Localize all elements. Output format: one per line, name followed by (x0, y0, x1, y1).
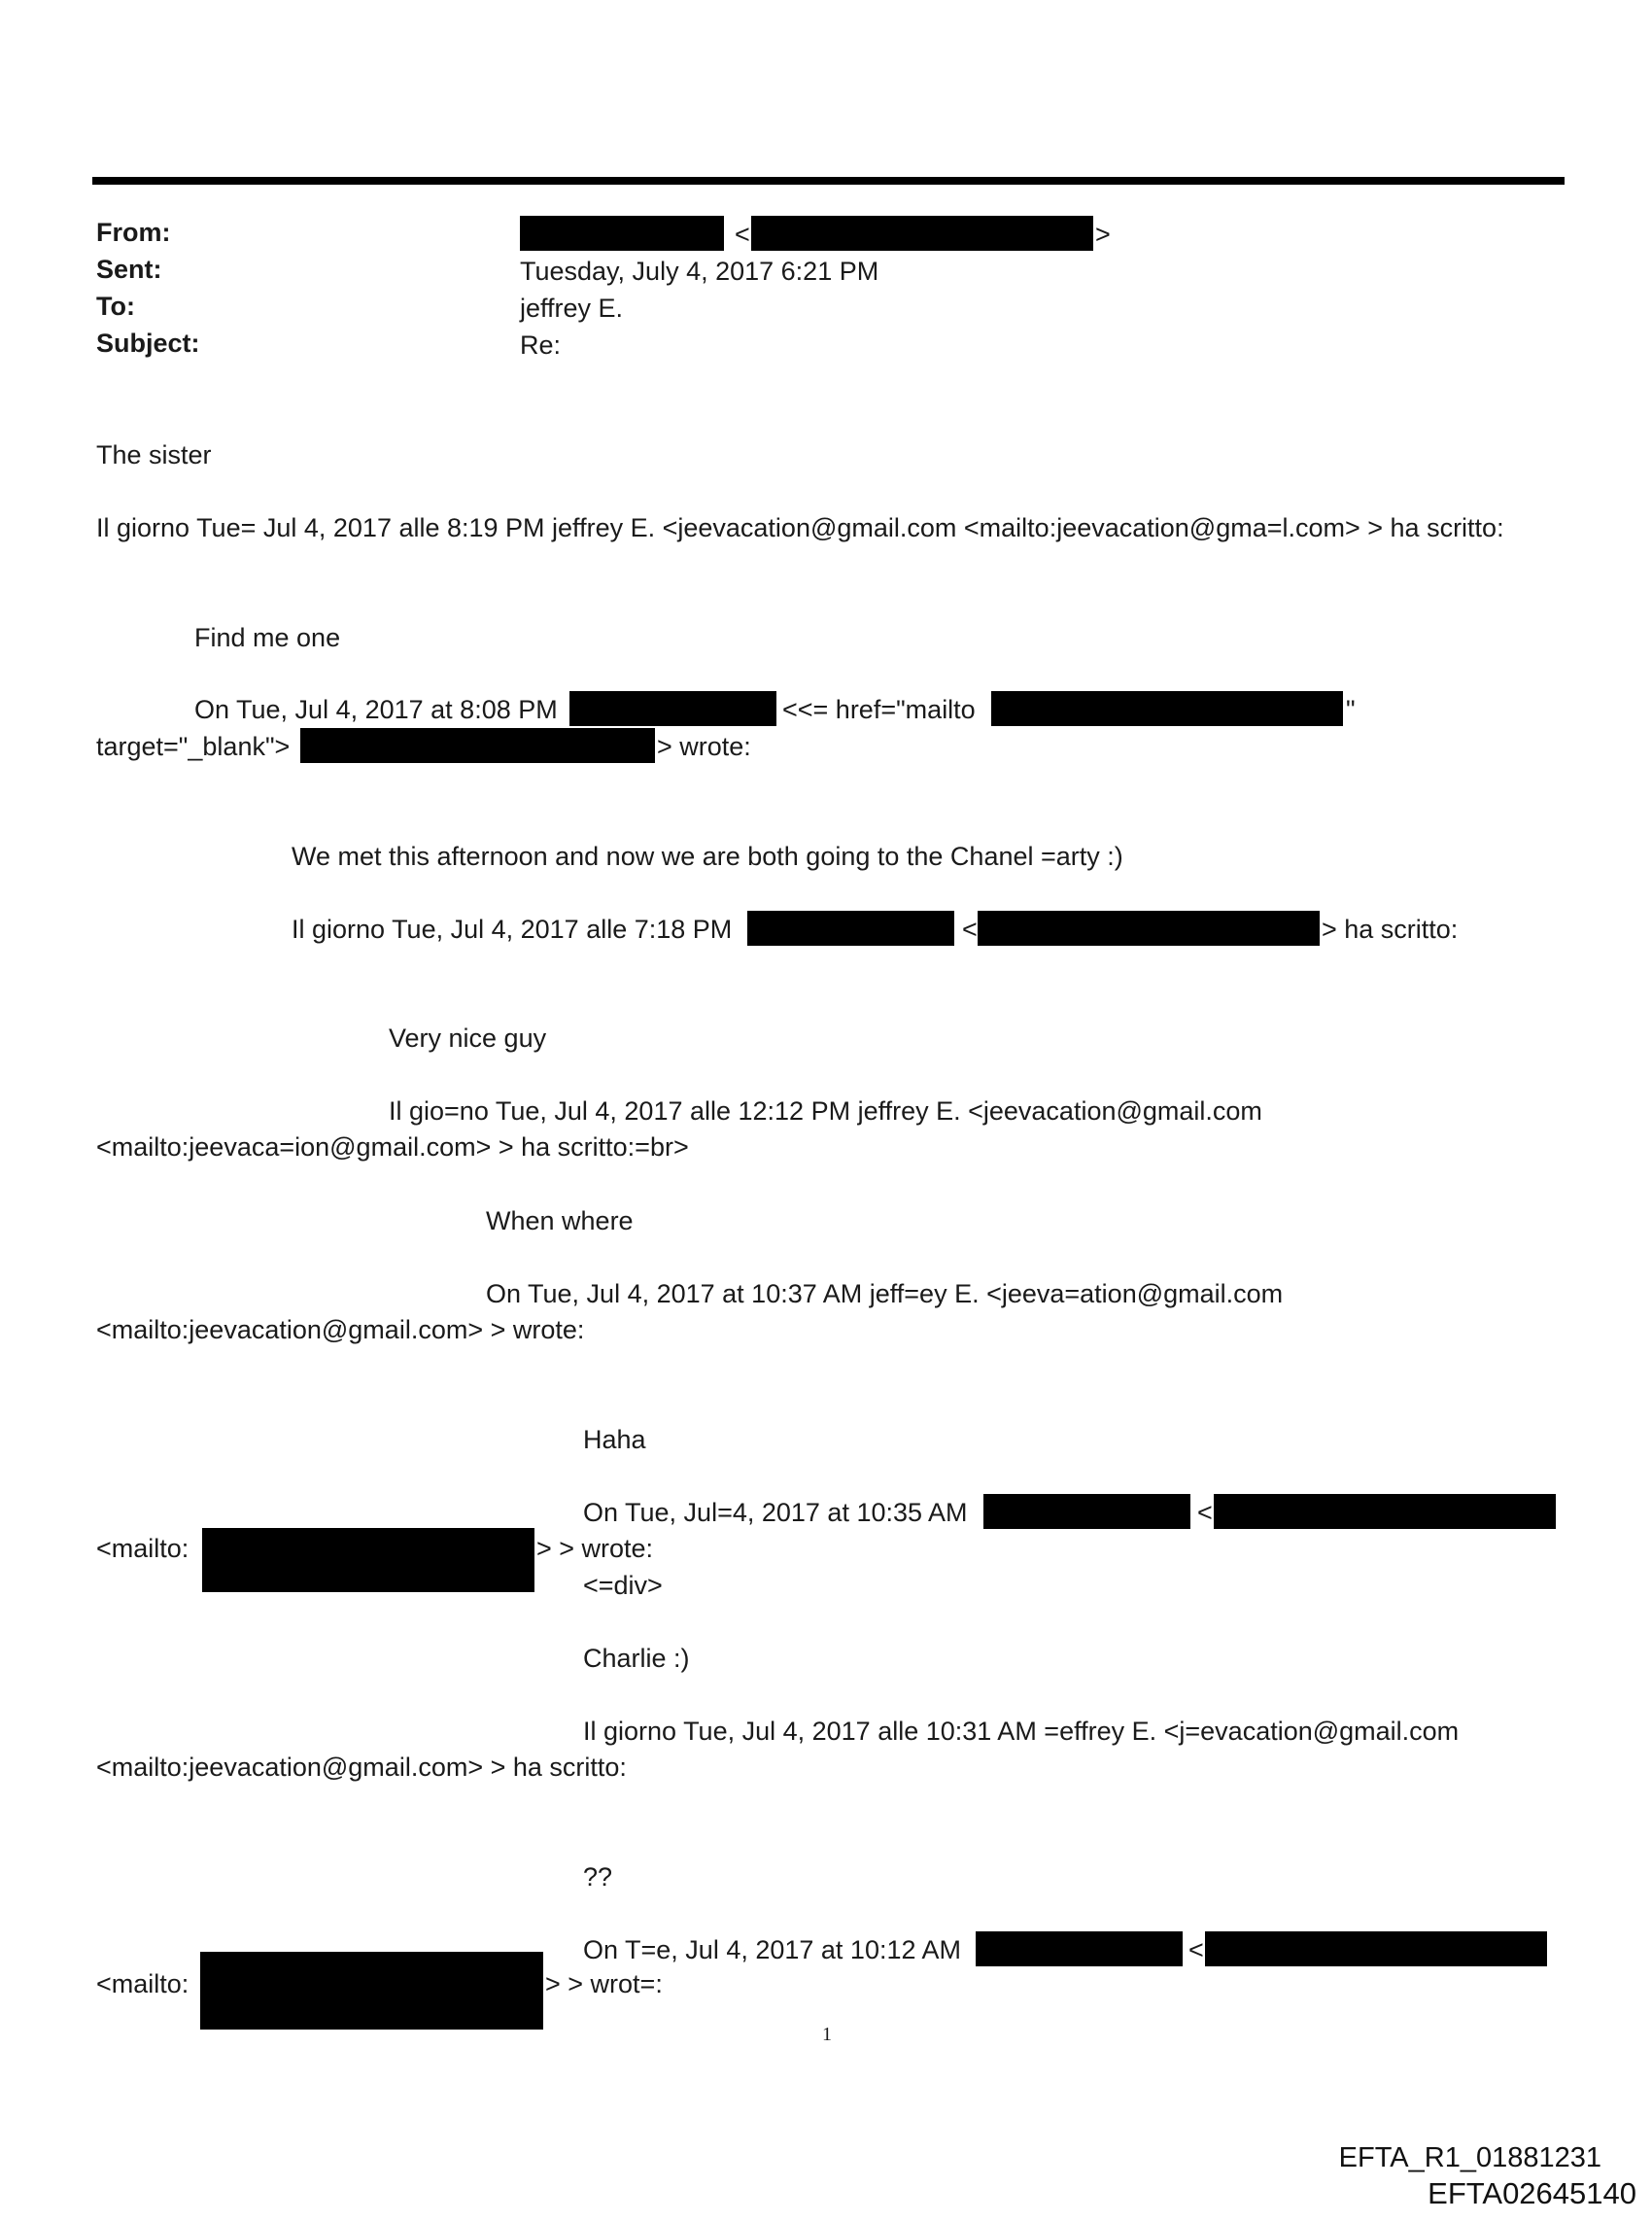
body-line: > ha scritto: (1322, 915, 1459, 944)
body-line: Il gio=no Tue, Jul 4, 2017 alle 12:12 PM jeffrey E. <jeevacation@gmail.com (389, 1096, 1262, 1126)
body-line: <mailto:jeevacation@gmail.com> > wrote: (96, 1315, 585, 1344)
body-line: > > wrote: (536, 1534, 654, 1563)
redaction-box (747, 911, 954, 946)
body-line: Il giorno Tue, Jul 4, 2017 alle 10:31 AM =effrey E. <j=evacation@gmail.com (583, 1717, 1460, 1746)
redaction-box (976, 1931, 1183, 1966)
subject-label: Subject: (96, 329, 200, 358)
bates-code-2: EFTA02645140 (1428, 2176, 1636, 2210)
body-line: <mailto:jeevacation@gmail.com> > ha scritto: (96, 1753, 627, 1782)
body-line: < (962, 915, 978, 944)
body-line: target="_blank"> (96, 732, 291, 761)
redaction-box (751, 216, 1093, 251)
body-line: On T=e, Jul 4, 2017 at 10:12 AM (583, 1935, 962, 1964)
redaction-box (983, 1494, 1190, 1529)
body-line: On Tue, Jul=4, 2017 at 10:35 AM (583, 1498, 968, 1527)
from-lt: < (735, 220, 750, 249)
from-gt: > (1095, 220, 1111, 249)
body-line: <mailto:jeevaca=ion@gmail.com> > ha scritto:=br> (96, 1132, 689, 1162)
redaction-box (520, 216, 724, 251)
body-line: Find me one (194, 623, 341, 652)
body-line: > > wrot=: (545, 1969, 663, 1998)
header-rule (92, 177, 1565, 185)
body-line: Il giorno Tue= Jul 4, 2017 alle 8:19 PM jeffrey E. <jeevacation@gmail.com <mailto:jeevacation@gma=l.com> > ha scritto: (96, 513, 1504, 542)
redaction-box (991, 691, 1343, 726)
redaction-box (978, 911, 1320, 946)
to-value: jeffrey E. (520, 294, 624, 323)
body-line: Very nice guy (389, 1024, 547, 1053)
body-line: We met this afternoon and now we are both going to the Chanel =arty :) (292, 842, 1123, 871)
body-line: <<= href="mailto (782, 695, 976, 724)
body-line: Haha (583, 1425, 646, 1454)
body-line: Charlie :) (583, 1644, 690, 1673)
body-line: On Tue, Jul 4, 2017 at 8:08 PM (194, 695, 558, 724)
body-line: On Tue, Jul 4, 2017 at 10:37 AM jeff=ey E. <jeeva=ation@gmail.com (486, 1279, 1284, 1308)
body-line: The sister (96, 440, 212, 469)
redaction-box (300, 728, 655, 763)
sent-label: Sent: (96, 255, 162, 284)
redaction-box (200, 1952, 543, 2030)
body-line: > wrote: (657, 732, 751, 761)
redaction-box (1214, 1494, 1556, 1529)
from-label: From: (96, 218, 171, 247)
body-line: <mailto: (96, 1969, 189, 1998)
body-line: <mailto: (96, 1534, 189, 1563)
body-line: ?? (583, 1862, 613, 1892)
body-line: < (1197, 1498, 1213, 1527)
to-label: To: (96, 292, 135, 321)
bates-code-1: EFTA_R1_01881231 (1338, 2142, 1601, 2173)
body-line: < (1188, 1935, 1204, 1964)
body-line: When where (486, 1206, 634, 1235)
body-line: <=div> (583, 1571, 663, 1600)
body-line: " (1346, 695, 1356, 724)
redaction-box (202, 1528, 534, 1592)
sent-value: Tuesday, July 4, 2017 6:21 PM (520, 257, 879, 286)
page-number: 1 (822, 2024, 832, 2045)
redaction-box (1205, 1931, 1547, 1966)
redaction-box (569, 691, 776, 726)
body-line: Il giorno Tue, Jul 4, 2017 alle 7:18 PM (292, 915, 733, 944)
subject-value: Re: (520, 330, 562, 360)
